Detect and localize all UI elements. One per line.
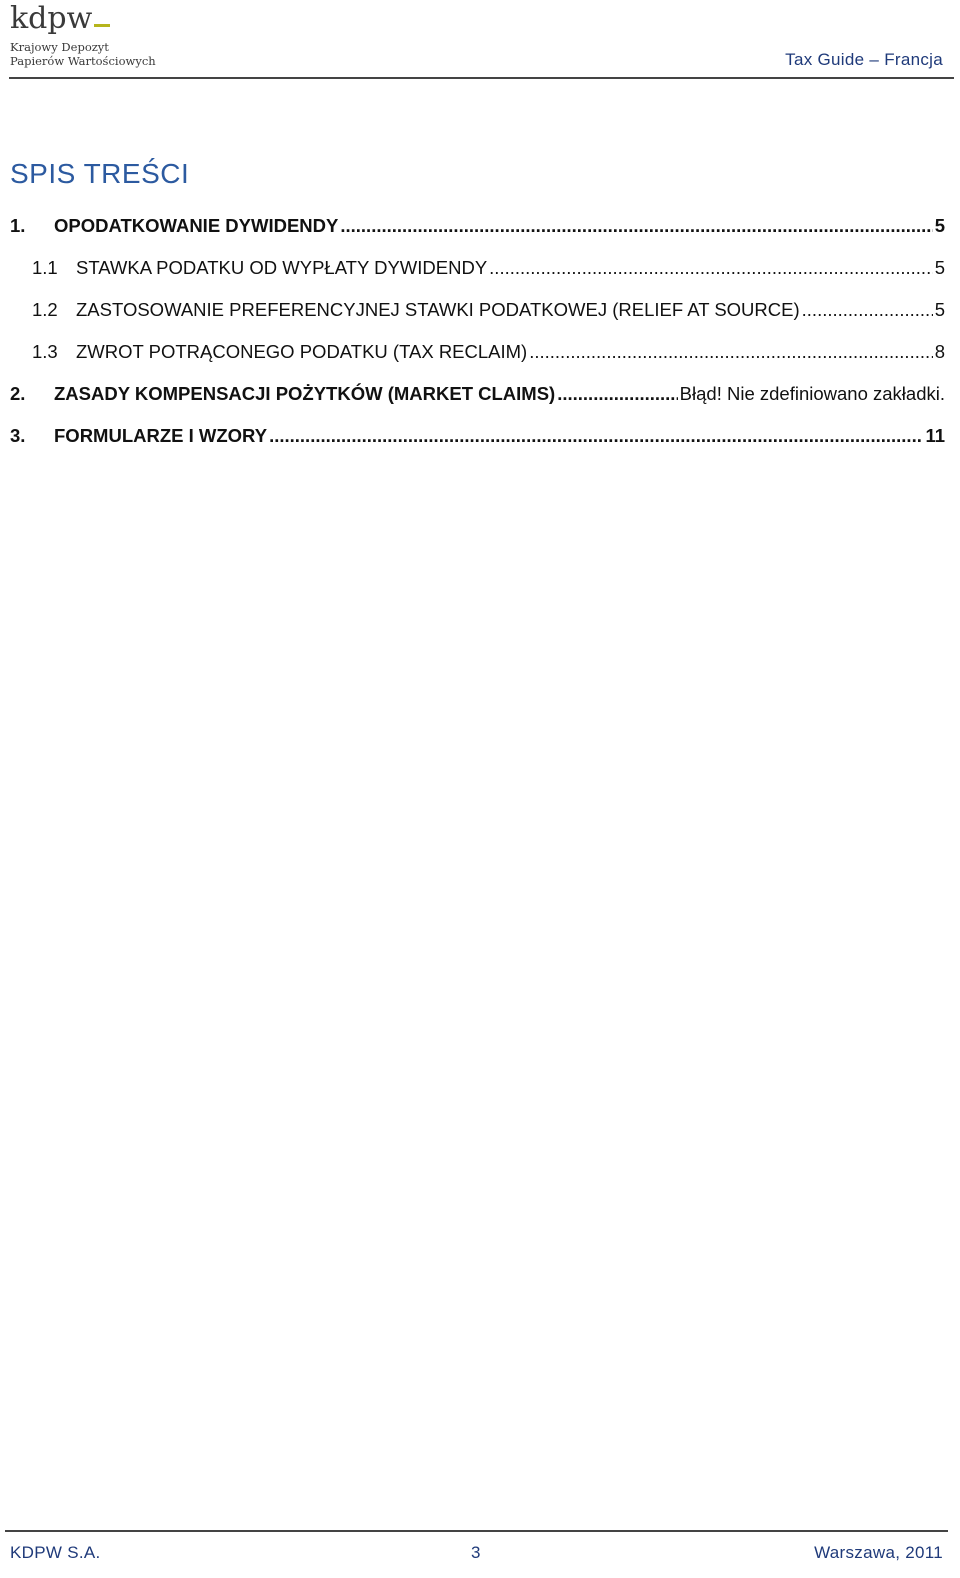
kdpw-logo bbox=[10, 1, 170, 70]
toc-dot-leader bbox=[489, 257, 933, 279]
header-divider bbox=[9, 77, 954, 79]
toc-dot-leader bbox=[340, 215, 932, 237]
toc-entry-number: 1.2 bbox=[32, 299, 58, 320]
toc-entry-title: STAWKA PODATKU OD WYPŁATY DYWIDENDY bbox=[76, 257, 488, 278]
footer-divider bbox=[5, 1530, 948, 1532]
toc-entry[interactable] bbox=[10, 299, 945, 341]
toc-entry[interactable] bbox=[10, 425, 945, 467]
toc-dot-leader bbox=[269, 425, 923, 447]
toc-entry[interactable] bbox=[10, 257, 945, 299]
toc-entry[interactable] bbox=[10, 383, 945, 425]
toc-heading: SPIS TREŚCI bbox=[10, 158, 190, 189]
logo-line-2: Papierów Wartościowych bbox=[10, 54, 156, 68]
toc-entry-page: 8 bbox=[934, 341, 945, 362]
toc-entry-number: 1.3 bbox=[32, 341, 58, 362]
toc-entry-page: 5 bbox=[934, 215, 945, 236]
toc-entry-title: ZASADY KOMPENSACJI POŻYTKÓW (MARKET CLAIMS) bbox=[54, 383, 556, 404]
toc-entry-title: OPODATKOWANIE DYWIDENDY bbox=[54, 215, 339, 236]
footer-page-number: 3 bbox=[471, 1543, 481, 1562]
toc-dot-leader bbox=[802, 299, 933, 321]
logo-underscore bbox=[94, 24, 110, 27]
table-of-contents bbox=[10, 215, 945, 467]
toc-entry-page: 5 bbox=[934, 299, 945, 320]
toc-entry-title: ZASTOSOWANIE PREFERENCYJNEJ STAWKI PODATKOWEJ (RELIEF AT SOURCE) bbox=[76, 299, 800, 320]
logo-subtitle bbox=[10, 40, 170, 68]
toc-dot-leader bbox=[557, 383, 677, 405]
toc-entry-title: ZWROT POTRĄCONEGO PODATKU (TAX RECLAIM) bbox=[76, 341, 528, 362]
toc-entry[interactable] bbox=[10, 215, 945, 257]
toc-entry-number: 3. bbox=[10, 425, 26, 446]
toc-entry-number: 1. bbox=[10, 215, 26, 236]
footer-company: KDPW S.A. bbox=[10, 1543, 101, 1562]
document-title: Tax Guide – Francja bbox=[785, 50, 943, 69]
toc-entry-page: Błąd! Nie zdefiniowano zakładki. bbox=[679, 383, 945, 404]
logo-text: kdpw bbox=[10, 1, 93, 36]
logo-mark bbox=[10, 1, 170, 36]
toc-entry[interactable] bbox=[10, 341, 945, 383]
toc-entry-page: 5 bbox=[934, 257, 945, 278]
toc-dot-leader bbox=[529, 341, 932, 363]
toc-entry-number: 2. bbox=[10, 383, 26, 404]
footer-place-date: Warszawa, 2011 bbox=[814, 1543, 943, 1562]
logo-line-1: Krajowy Depozyt bbox=[10, 40, 109, 54]
toc-entry-title: FORMULARZE I WZORY bbox=[54, 425, 268, 446]
toc-entry-page: 11 bbox=[925, 425, 945, 446]
toc-entry-number: 1.1 bbox=[32, 257, 58, 278]
